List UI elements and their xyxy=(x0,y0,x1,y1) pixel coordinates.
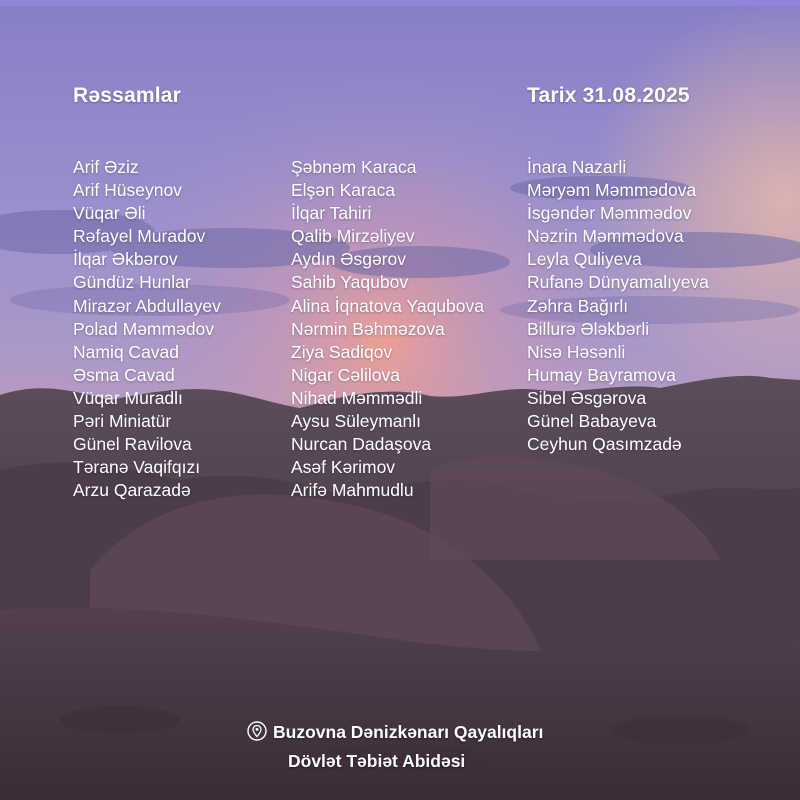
location-line-2: Dövlət Təbiət Abidəsi xyxy=(288,751,466,771)
artist-column-1 xyxy=(73,156,221,502)
artist-name: İsgəndər Məmmədov xyxy=(527,203,692,224)
date-value: 31.08.2025 xyxy=(582,84,690,107)
artist-name: Ceyhun Qasımzadə xyxy=(527,434,682,455)
artist-name: İnara Nazarli xyxy=(527,157,627,177)
artist-name: Gündüz Hunlar xyxy=(73,272,191,293)
artist-name: Nihad Məmmədli xyxy=(291,387,423,408)
artist-name: Aydın Əsgərov xyxy=(291,249,406,270)
artist-column-3 xyxy=(527,156,709,456)
artist-name: Arzu Qarazadə xyxy=(73,480,191,501)
artist-column-2 xyxy=(291,156,484,502)
artist-name: Şəbnəm Karaca xyxy=(291,157,417,177)
artist-name: Sibel Əsgərova xyxy=(527,387,647,408)
artist-name: Aysu Süleymanlı xyxy=(291,411,422,432)
artist-name: Vüqar Muradlı xyxy=(73,387,183,408)
location-pin-icon xyxy=(247,721,267,741)
artist-name: Sahib Yaqubov xyxy=(291,272,409,293)
artist-name: Arifə Mahmudlu xyxy=(291,480,414,501)
artist-name: Pəri Miniatür xyxy=(73,411,172,432)
artist-name: Elşən Karaca xyxy=(291,180,396,201)
artist-name: Vüqar Əli xyxy=(73,203,146,224)
location-block xyxy=(247,718,543,776)
artist-name: Namiq Cavad xyxy=(73,341,180,362)
artist-name: Mirazər Abdullayev xyxy=(73,295,221,316)
date-heading xyxy=(527,84,690,108)
date-label: Tarix xyxy=(527,84,577,107)
artist-name: Humay Bayramova xyxy=(527,364,676,385)
artist-name: Arif Əziz xyxy=(73,157,139,177)
artist-name: Polad Məmmədov xyxy=(73,318,215,339)
artist-name: Məryəm Məmmədova xyxy=(527,180,697,201)
artists-heading: Rəssamlar xyxy=(73,84,182,107)
location-name: Buzovna Dənizkənarı Qayalıqları xyxy=(273,722,544,742)
artist-name: İlqar Əkbərov xyxy=(73,249,178,270)
artist-name: Günel Ravilova xyxy=(73,434,192,455)
artist-name: Rufanə Dünyamalıyeva xyxy=(527,272,709,293)
artist-name: Nurcan Dadaşova xyxy=(291,434,432,455)
artist-name: Qalib Mirzəliyev xyxy=(291,226,415,247)
artist-name: Ziya Sadiqov xyxy=(291,341,393,362)
artist-name: Əsma Cavad xyxy=(73,364,175,385)
artist-name: Nərmin Bəhməzova xyxy=(291,318,445,339)
artist-name: Nəzrin Məmmədova xyxy=(527,226,684,247)
artist-name: Zəhra Bağırlı xyxy=(527,295,629,316)
artist-name: Alina İqnatova Yaqubova xyxy=(291,295,484,316)
artist-name: Nisə Həsənli xyxy=(527,341,626,362)
artist-name: Təranə Vaqifqızı xyxy=(73,457,201,478)
artist-name: Rəfayel Muradov xyxy=(73,226,206,247)
artist-name: İlqar Tahiri xyxy=(291,203,372,224)
artist-name: Arif Hüseynov xyxy=(73,180,182,201)
artist-name: Billurə Ələkbərli xyxy=(527,318,650,339)
artist-name: Günel Babayeva xyxy=(527,411,657,432)
location-line-1 xyxy=(247,718,543,747)
artist-name: Leyla Quliyeva xyxy=(527,249,642,270)
top-accent-strip xyxy=(0,0,800,6)
artist-name: Asəf Kərimov xyxy=(291,457,396,478)
artist-name: Nigar Cəlilova xyxy=(291,364,400,385)
